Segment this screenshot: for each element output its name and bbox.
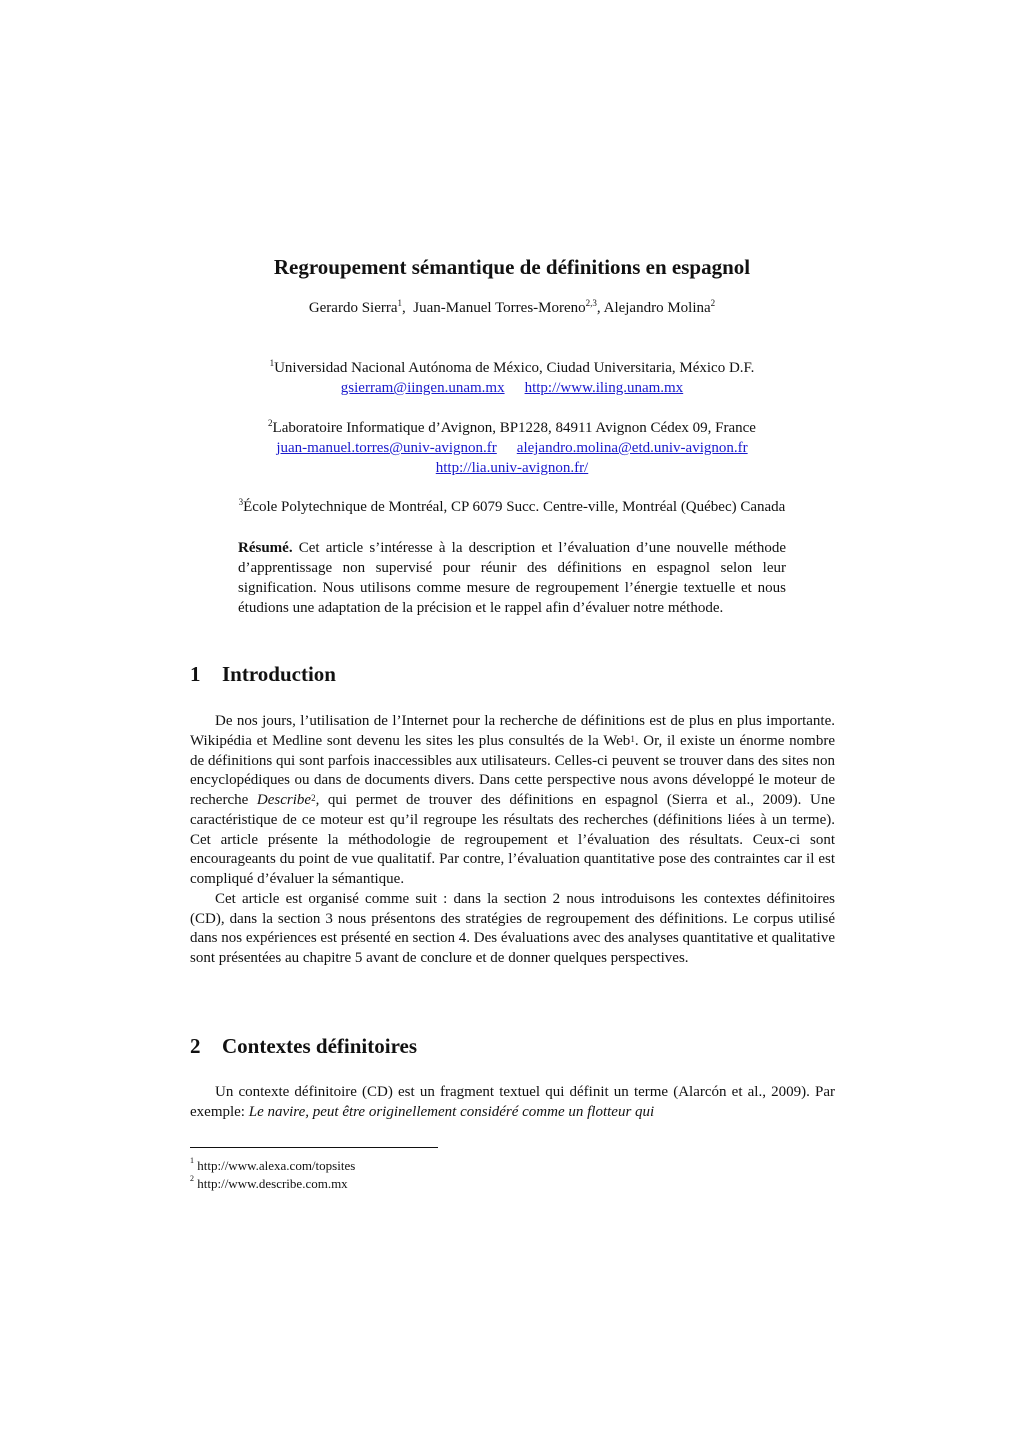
footnote-mark: 1 xyxy=(630,733,635,744)
paragraph xyxy=(190,712,835,890)
text-run: , qui permet de trouver des définitions en espagnol (Sierra et al., 2009). Une caractéristique de ce moteur est qu’il regroupe les résultats des recherches (définitions liées à un terme). Cet article présente la méthodologie de regroupement et l’évaluation des résultats. Ceux-ci sont encourageants du point de vue qualitatif. Par contre, l’évaluation quantitative pose des contraintes car il est compliqué d’évaluer la sémantique. xyxy=(190,792,835,887)
section-number: 1 xyxy=(190,662,201,686)
affiliation-1 xyxy=(0,360,1024,377)
footnote-mark: 2 xyxy=(311,793,316,803)
author-name: Juan-Manuel Torres-Moreno xyxy=(413,300,586,316)
paper-title: Regroupement sémantique de définitions en espagnol xyxy=(273,255,751,279)
paragraph xyxy=(190,1083,835,1123)
text-run: Un contexte définitoire (CD) est un fragment textuel qui définit un terme (Alarcón et al., 2009). Par exemple: xyxy=(190,1084,835,1120)
affiliation-1-contacts xyxy=(0,380,1024,397)
contextes-body xyxy=(190,1083,835,1123)
affiliation-text: Universidad Nacional Autónoma de México, Ciudad Universitaria, México D.F. xyxy=(274,360,755,376)
abstract-text: Cet article s’intéresse à la description et l’évaluation d’une nouvelle méthode d’apprentissage non supervisé pour réunir des définitions en espagnol selon leur signification. Nous utilisons comme mesure de regroupement l’énergie textuelle et nous étudions une adaptation de la précision et le rappel afin d’évaluer notre méthode. xyxy=(238,540,787,616)
author-affiliation-mark: 2 xyxy=(710,298,716,308)
email-link[interactable]: gsierram@iingen.unam.mx xyxy=(340,380,505,396)
footnote-mark: 1 xyxy=(190,1156,194,1165)
affiliation-3 xyxy=(0,499,1024,516)
url-link[interactable]: http://lia.univ-avignon.fr/ xyxy=(435,460,589,476)
author-list: Gerardo Sierra$^1$, Juan-Manuel Torres-Moreno$^{2,3}$, Alejandro Molina$^2$ xyxy=(308,298,716,316)
author-name: Alejandro Molina xyxy=(603,300,711,316)
affiliation-mark: 2 xyxy=(268,418,273,428)
author-affiliation-mark: 2,3 xyxy=(585,298,597,308)
url-link[interactable]: http://www.iling.unam.mx xyxy=(524,380,684,396)
section-heading-contextes xyxy=(190,1034,417,1059)
section-title: Contextes définitoires xyxy=(222,1034,417,1058)
affiliation-2-emails xyxy=(0,440,1024,457)
affiliation-text: Laboratoire Informatique d’Avignon, BP1228, 84911 Avignon Cédex 09, France xyxy=(272,420,756,436)
author-name: Gerardo Sierra xyxy=(308,300,398,316)
footnote-1 xyxy=(190,1158,355,1174)
footnote-text: http://www.alexa.com/topsites xyxy=(197,1158,356,1173)
section-heading-introduction xyxy=(190,662,336,687)
section-title: Introduction xyxy=(222,662,336,686)
author-affiliation-mark: 1 xyxy=(397,298,403,308)
affiliation-mark: 3 xyxy=(238,497,244,507)
paragraph: Cet article est organisé comme suit : dans la section 2 nous introduisons les contextes définitoires (CD), dans la section 3 nous présentons des stratégies de regroupement des définitions. Le corpus utilisé dans nos expériences est présenté en section 4. Des évaluations avec des analyses quantitative et qualitative sont présentées au chapitre 5 avant de conclure et de donner quelques perspectives. xyxy=(190,890,835,966)
italic-example: Le navire, peut être originellement considéré comme un flotteur qui xyxy=(248,1103,655,1120)
introduction-body xyxy=(190,712,835,969)
text-run: De nos jours, l’utilisation de l’Internet pour la recherche de définitions est de plus en plus importante. Wikipédia et Medline sont devenu les sites les plus consultés de la Web xyxy=(190,713,835,749)
footnote-text: http://www.describe.com.mx xyxy=(197,1176,348,1191)
affiliation-mark: 1 xyxy=(269,358,275,368)
affiliation-2-url xyxy=(0,460,1024,477)
footnote-divider xyxy=(190,1147,438,1148)
section-number: 2 xyxy=(190,1034,201,1058)
footnote-mark: 2 xyxy=(190,1174,194,1183)
abstract xyxy=(238,538,786,618)
describe-name: Describe xyxy=(256,792,312,808)
affiliation-2 xyxy=(0,420,1024,437)
footnote-2 xyxy=(190,1176,348,1192)
affiliation-text: École Polytechnique de Montréal, CP 6079 Succ. Centre-ville, Montréal (Québec) Canada xyxy=(243,499,786,515)
abstract-label: Résumé. xyxy=(238,540,293,556)
email-link[interactable]: alejandro.molina@etd.univ-avignon.fr xyxy=(516,440,748,456)
text-run: . Or, il existe un énorme nombre de définitions qui sont parfois inaccessibles aux utilisateurs. Celles-ci peuvent se trouver dans des sites non encyclopédiques ou dans de documents divers. Dans cette perspective nous avons développé le moteur de recherche xyxy=(190,732,835,808)
email-link[interactable]: juan-manuel.torres@univ-avignon.fr xyxy=(276,440,497,456)
